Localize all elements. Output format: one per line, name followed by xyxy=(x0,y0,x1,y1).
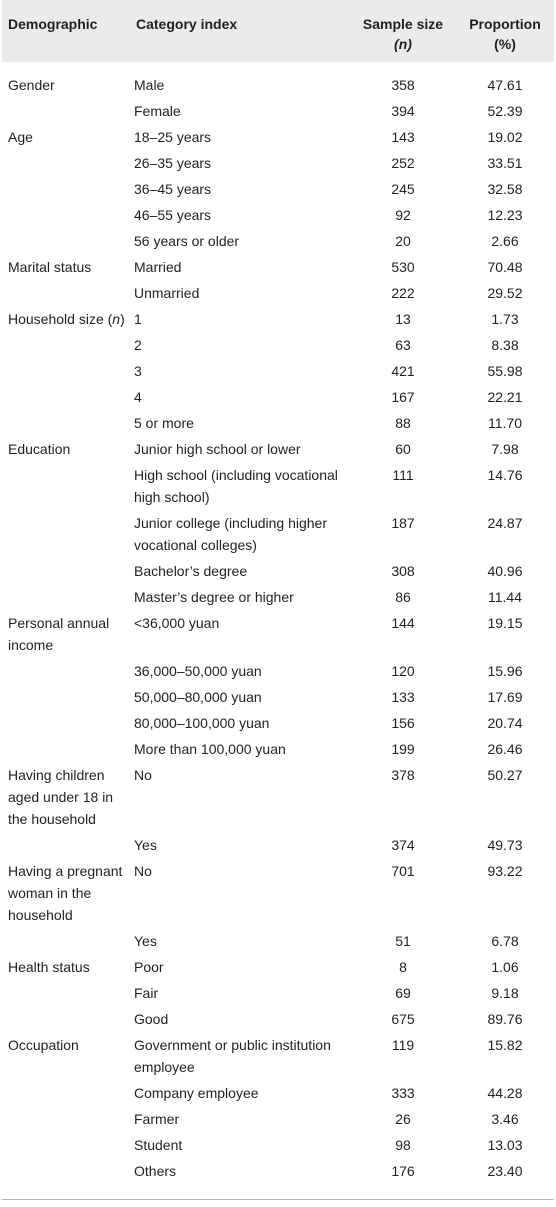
table-row xyxy=(2,384,554,410)
demographic-cell: Education xyxy=(8,441,71,457)
proportion-cell: 15.96 xyxy=(487,663,523,679)
demographic-cell: Personal annual income xyxy=(8,615,110,653)
category-cell: Female xyxy=(134,103,181,119)
table-row xyxy=(2,462,554,510)
category-cell: 5 or more xyxy=(134,415,194,431)
category-cell: No xyxy=(134,863,152,879)
table-row xyxy=(2,306,554,332)
sample-size-cell: 8 xyxy=(399,959,407,975)
table-row xyxy=(2,254,554,280)
header-sample-size-label: Sample size xyxy=(362,16,444,32)
sample-size-cell: 374 xyxy=(391,837,415,853)
sample-size-cell: 92 xyxy=(395,207,411,223)
proportion-cell: 32.58 xyxy=(487,181,523,197)
proportion-cell: 22.21 xyxy=(487,389,523,405)
proportion-cell: 13.03 xyxy=(487,1137,523,1153)
table-row xyxy=(2,410,554,436)
demographic-cell xyxy=(2,584,130,610)
table-row xyxy=(2,1006,554,1032)
proportion-cell: 89.76 xyxy=(487,1011,523,1027)
demographic-cell xyxy=(2,176,130,202)
proportion-cell: 19.15 xyxy=(487,615,523,631)
category-cell: Student xyxy=(134,1137,183,1153)
proportion-cell: 14.76 xyxy=(487,467,523,483)
category-cell: Junior college (including higher vocational colleges) xyxy=(134,515,328,553)
sample-size-cell: 119 xyxy=(391,1037,415,1053)
proportion-cell: 52.39 xyxy=(487,103,523,119)
category-cell: 56 years or older xyxy=(134,233,240,249)
demographic-cell xyxy=(2,98,130,124)
demographic-cell: Marital status xyxy=(8,259,92,275)
category-cell: Bachelor’s degree xyxy=(134,563,248,579)
table-row xyxy=(2,150,554,176)
table-row xyxy=(2,584,554,610)
category-cell: 36,000–50,000 yuan xyxy=(134,663,262,679)
table-row xyxy=(2,510,554,558)
category-cell: More than 100,000 yuan xyxy=(134,741,286,757)
proportion-cell: 49.73 xyxy=(487,837,523,853)
demographic-cell xyxy=(2,462,130,510)
sample-size-cell: 167 xyxy=(391,389,415,405)
category-cell: No xyxy=(134,767,152,783)
category-cell: 2 xyxy=(134,337,142,353)
demographic-cell xyxy=(2,280,130,306)
proportion-cell: 1.73 xyxy=(491,311,519,327)
demographic-cell: Health status xyxy=(8,959,90,975)
sample-size-cell: 86 xyxy=(395,589,411,605)
proportion-cell: 44.28 xyxy=(487,1085,523,1101)
demographic-cell xyxy=(2,736,130,762)
table-row xyxy=(2,762,554,832)
proportion-cell: 24.87 xyxy=(487,515,523,531)
header-demographic-label: Demographic xyxy=(8,16,98,32)
sample-size-cell: 222 xyxy=(391,285,415,301)
table-row xyxy=(2,202,554,228)
sample-size-cell: 63 xyxy=(395,337,411,353)
demographic-cell xyxy=(2,1106,130,1132)
demographic-cell xyxy=(2,928,130,954)
demographic-cell xyxy=(2,332,130,358)
proportion-cell: 26.46 xyxy=(487,741,523,757)
category-cell: Government or public institution employee xyxy=(134,1037,331,1075)
sample-size-cell: 26 xyxy=(395,1111,411,1127)
table-row xyxy=(2,1158,554,1184)
sample-size-cell: 245 xyxy=(391,181,415,197)
proportion-cell: 55.98 xyxy=(487,363,523,379)
header-proportion-unit: (%) xyxy=(494,36,516,52)
proportion-cell: 11.44 xyxy=(488,589,522,605)
table-row xyxy=(2,176,554,202)
category-cell: Junior high school or lower xyxy=(134,441,301,457)
demographic-cell xyxy=(2,684,130,710)
demographic-cell: Having a pregnant woman in the household xyxy=(8,863,123,923)
sample-size-cell: 20 xyxy=(395,233,411,249)
category-cell: 1 xyxy=(134,311,142,327)
sample-size-cell: 60 xyxy=(395,441,411,457)
table-row xyxy=(2,610,554,658)
table-row xyxy=(2,436,554,462)
header-row xyxy=(2,0,554,62)
proportion-cell: 8.38 xyxy=(491,337,519,353)
sample-size-cell: 98 xyxy=(395,1137,411,1153)
table-row xyxy=(2,358,554,384)
table-row xyxy=(2,1132,554,1158)
proportion-cell: 12.23 xyxy=(487,207,523,223)
demographic-cell xyxy=(2,658,130,684)
table-row xyxy=(2,954,554,980)
category-cell: Unmarried xyxy=(134,285,200,301)
table-row xyxy=(2,858,554,928)
proportion-cell: 11.70 xyxy=(488,415,522,431)
table-row xyxy=(2,228,554,254)
header-proportion-label: Proportion xyxy=(469,16,541,32)
sample-size-cell: 333 xyxy=(391,1085,415,1101)
proportion-cell: 47.61 xyxy=(487,77,523,93)
demographic-cell xyxy=(2,710,130,736)
demographic-cell xyxy=(2,558,130,584)
demographic-cell xyxy=(2,202,130,228)
category-cell: 26–35 years xyxy=(134,155,212,171)
category-cell: 36–45 years xyxy=(134,181,212,197)
demographic-cell: Household size (n) xyxy=(8,311,125,327)
demographic-cell: Having children aged under 18 in the household xyxy=(8,767,114,827)
header-sample-size-unit: (n) xyxy=(394,36,412,52)
sample-size-cell: 143 xyxy=(391,129,415,145)
proportion-cell: 2.66 xyxy=(491,233,519,249)
sample-size-cell: 156 xyxy=(391,715,415,731)
demographics-table xyxy=(2,0,554,1184)
demographic-cell: Occupation xyxy=(8,1037,79,1053)
demographic-cell xyxy=(2,410,130,436)
demographic-cell xyxy=(2,1006,130,1032)
category-cell: 80,000–100,000 yuan xyxy=(134,715,270,731)
table-row xyxy=(2,558,554,584)
table-row xyxy=(2,332,554,358)
category-cell: Male xyxy=(134,77,165,93)
table-row xyxy=(2,684,554,710)
sample-size-cell: 176 xyxy=(391,1163,415,1179)
header-category-label: Category index xyxy=(136,16,238,32)
proportion-cell: 40.96 xyxy=(487,563,523,579)
sample-size-cell: 308 xyxy=(391,563,415,579)
demographic-cell xyxy=(2,228,130,254)
table-row xyxy=(2,280,554,306)
category-cell: 46–55 years xyxy=(134,207,212,223)
header-sample-size xyxy=(350,0,454,62)
demographic-cell xyxy=(2,358,130,384)
category-cell: Company employee xyxy=(134,1085,259,1101)
header-proportion xyxy=(454,0,554,62)
proportion-cell: 1.06 xyxy=(491,959,519,975)
header-demographic xyxy=(2,0,130,62)
category-cell: Good xyxy=(134,1011,169,1027)
header-category xyxy=(130,0,350,62)
sample-size-cell: 187 xyxy=(391,515,415,531)
table-row xyxy=(2,1106,554,1132)
demographic-cell xyxy=(2,832,130,858)
table-row xyxy=(2,658,554,684)
table-row xyxy=(2,980,554,1006)
category-cell: Master’s degree or higher xyxy=(134,589,294,605)
proportion-cell: 33.51 xyxy=(487,155,523,171)
unit-n-italic: n xyxy=(112,311,121,327)
proportion-cell: 15.82 xyxy=(487,1037,523,1053)
sample-size-cell: 378 xyxy=(391,767,415,783)
proportion-cell: 9.18 xyxy=(491,985,519,1001)
sample-size-cell: 88 xyxy=(395,415,411,431)
proportion-cell: 7.98 xyxy=(491,441,519,457)
sample-size-cell: 51 xyxy=(395,933,411,949)
category-cell: Yes xyxy=(134,837,157,853)
category-cell: 4 xyxy=(134,389,142,405)
table-row xyxy=(2,928,554,954)
table-bottom-rule xyxy=(2,1199,554,1200)
sample-size-cell: 394 xyxy=(391,103,415,119)
sample-size-cell: 252 xyxy=(391,155,415,171)
table-row xyxy=(2,1080,554,1106)
demographic-cell xyxy=(2,1132,130,1158)
table-body xyxy=(2,62,554,1184)
category-cell: Others xyxy=(134,1163,177,1179)
sample-size-cell: 675 xyxy=(391,1011,415,1027)
sample-size-cell: 13 xyxy=(395,311,411,327)
category-cell: 3 xyxy=(134,363,142,379)
sample-size-cell: 358 xyxy=(391,77,415,93)
category-cell: Married xyxy=(134,259,182,275)
category-cell: 50,000–80,000 yuan xyxy=(134,689,262,705)
proportion-cell: 20.74 xyxy=(487,715,523,731)
table-row xyxy=(2,62,554,98)
demographic-cell xyxy=(2,150,130,176)
category-cell: Poor xyxy=(134,959,164,975)
proportion-cell: 50.27 xyxy=(487,767,523,783)
proportion-cell: 93.22 xyxy=(487,863,523,879)
table-row xyxy=(2,124,554,150)
table-row xyxy=(2,832,554,858)
sample-size-cell: 421 xyxy=(391,363,415,379)
category-cell: 18–25 years xyxy=(134,129,212,145)
category-cell: Yes xyxy=(134,933,157,949)
demographic-cell xyxy=(2,510,130,558)
proportion-cell: 23.40 xyxy=(487,1163,523,1179)
sample-size-cell: 69 xyxy=(395,985,411,1001)
table-row xyxy=(2,736,554,762)
sample-size-cell: 144 xyxy=(391,615,415,631)
sample-size-cell: 133 xyxy=(391,689,415,705)
demographic-cell xyxy=(2,1158,130,1184)
demographic-cell xyxy=(2,980,130,1006)
table-row xyxy=(2,710,554,736)
sample-size-cell: 701 xyxy=(391,863,415,879)
proportion-cell: 29.52 xyxy=(487,285,523,301)
proportion-cell: 6.78 xyxy=(491,933,519,949)
category-cell: <36,000 yuan xyxy=(134,615,220,631)
proportion-cell: 70.48 xyxy=(487,259,523,275)
table-header xyxy=(2,0,554,62)
demographic-cell: Gender xyxy=(8,77,55,93)
proportion-cell: 3.46 xyxy=(491,1111,519,1127)
demographic-cell xyxy=(2,1080,130,1106)
demographic-cell: Age xyxy=(8,129,33,145)
demographic-cell xyxy=(2,384,130,410)
category-cell: Farmer xyxy=(134,1111,180,1127)
proportion-cell: 19.02 xyxy=(487,129,523,145)
table-row xyxy=(2,1032,554,1080)
sample-size-cell: 111 xyxy=(392,467,414,483)
sample-size-cell: 530 xyxy=(391,259,415,275)
category-cell: High school (including vocational high school) xyxy=(134,467,338,505)
table-row xyxy=(2,98,554,124)
category-cell: Fair xyxy=(134,985,159,1001)
sample-size-cell: 120 xyxy=(391,663,415,679)
proportion-cell: 17.69 xyxy=(487,689,523,705)
sample-size-cell: 199 xyxy=(391,741,415,757)
